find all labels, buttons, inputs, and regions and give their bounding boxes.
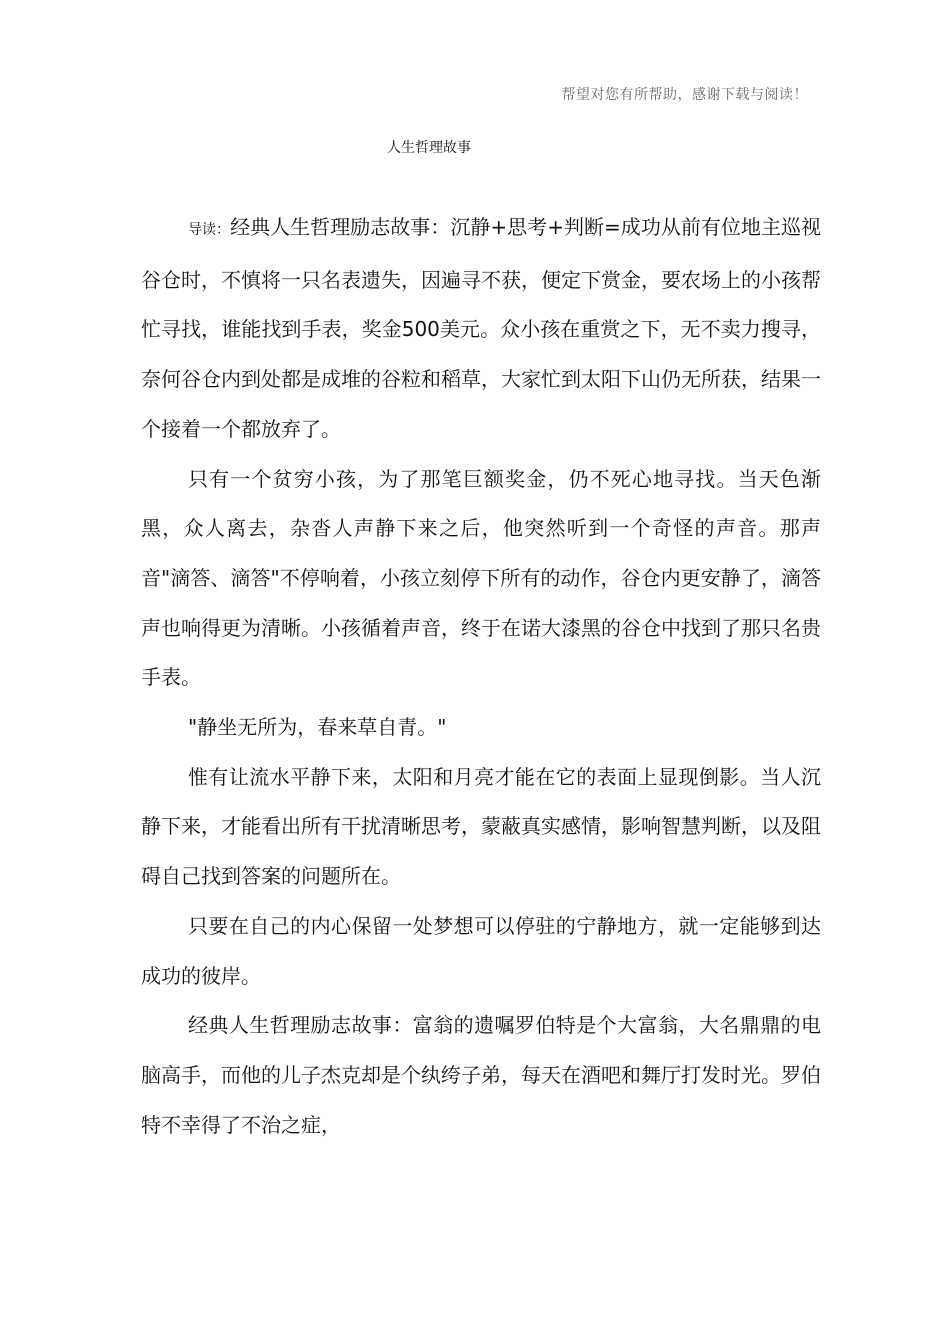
- paragraph-text: 经典人生哲理励志故事：沉静+思考+判断=成功从前有位地主巡视谷仓时，不慎将一只名表遗失，因遍寻不获，便定下赏金，要农场上的小孩帮忙寻找，谁能找到手表，奖金500美元。众小孩在重赏之下，无不卖力搜寻，奈何谷仓内到处都是成堆的谷粒和稻草，大家忙到太阳下山仍无所获，结果一个接着一个都放弃了。: [141, 215, 822, 441]
- lead-label: 导读：: [188, 222, 231, 238]
- paragraph-intro: [141, 203, 821, 455]
- paragraph: 惟有让流水平静下来，太阳和月亮才能在它的表面上显现倒影。当人沉静下来，才能看出所有干扰清晰思考，蒙蔽真实感情，影响智慧判断，以及阻碍自己找到答案的问题所在。: [141, 764, 821, 889]
- document-title: 人生哲理故事: [387, 140, 471, 156]
- paragraph: 经典人生哲理励志故事：富翁的遗嘱罗伯特是个大富翁，大名鼎鼎的电脑高手，而他的儿子杰克却是个纨绔子弟，每天在酒吧和舞厅打发时光。罗伯特不幸得了不治之症，: [141, 1013, 821, 1137]
- paragraph: 只要在自己的内心保留一处梦想可以停驻的宁静地方，就一定能够到达成功的彼岸。: [141, 913, 821, 988]
- paragraph-quote: "静坐无所为，春来草自青。": [188, 715, 447, 740]
- paragraph: 只有一个贫穷小孩，为了那笔巨额奖金，仍不死心地寻找。当天色渐黑，众人离去，杂沓人声静下来之后，他突然听到一个奇怪的声音。那声音"滴答、滴答"不停响着，小孩立刻停下所有的动作，谷仓内更安静了，滴答声也响得更为清晰。小孩循着声音，终于在诺大漆黑的谷仓中找到了那只名贵手表。: [141, 466, 821, 690]
- document-body: [141, 203, 821, 1150]
- header-note: 帮望对您有所帮助，感谢下载与阅读！: [561, 87, 808, 103]
